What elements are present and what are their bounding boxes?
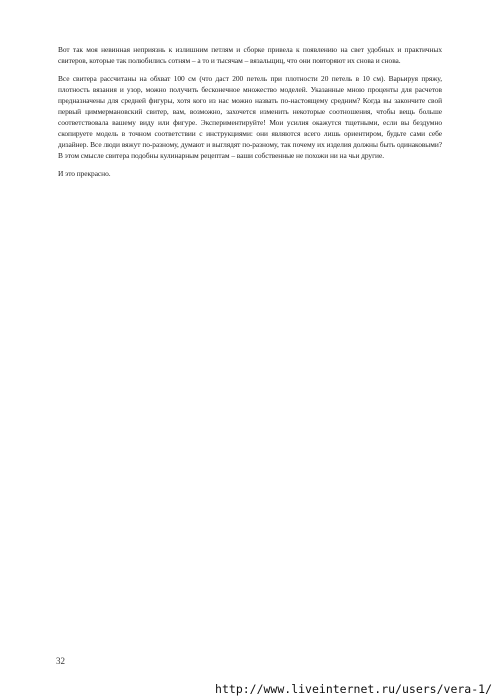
watermark-url: http://www.liveinternet.ru/users/vera-1/ [215, 682, 492, 696]
text-body [58, 44, 442, 186]
paragraph-2: Все свитера рассчитаны на обхват 100 см (что даст 200 петель при плотности 20 петель в 10 см). Варьируя пряжу, плотность вязания и узор, можно получить бесконечное множество моделей. Указанные мною проценты для расчетов предназначены для средней фигуры, хотя кого из нас можно назвать по-настоящему средним? Когда вы закончите свой первый циммермановский свитер, вам, возможно, захочется изменить некоторые соотношения, чтобы вещь больше соответствовала вашему виду или фигуре. Экспериментируйте! Мои усилия окажутся тщетными, если вы бездумно скопируете модель в точном соответствии с инструкциями: они являются всего лишь ориентиром, будьте сами себе дизайнер. Все люди вяжут по-разному, думают и выглядят по-разному, так почему их изделия должны быть одинаковыми? В этом смысле свитера подобны кулинарным рецептам – ваши собственные не похожи ни на чьи другие. [58, 74, 442, 160]
paragraph-3: И это прекрасно. [58, 169, 111, 178]
paragraph-1: Вот так моя невинная неприязнь к излишним петлям и сборке привела к появлению на свет удобных и практичных свитеров, которые так полюбились сотням – а то и тысячам – вязальщиц, что они повторяют их снова и снова. [58, 45, 442, 65]
page-number: 32 [56, 656, 65, 666]
